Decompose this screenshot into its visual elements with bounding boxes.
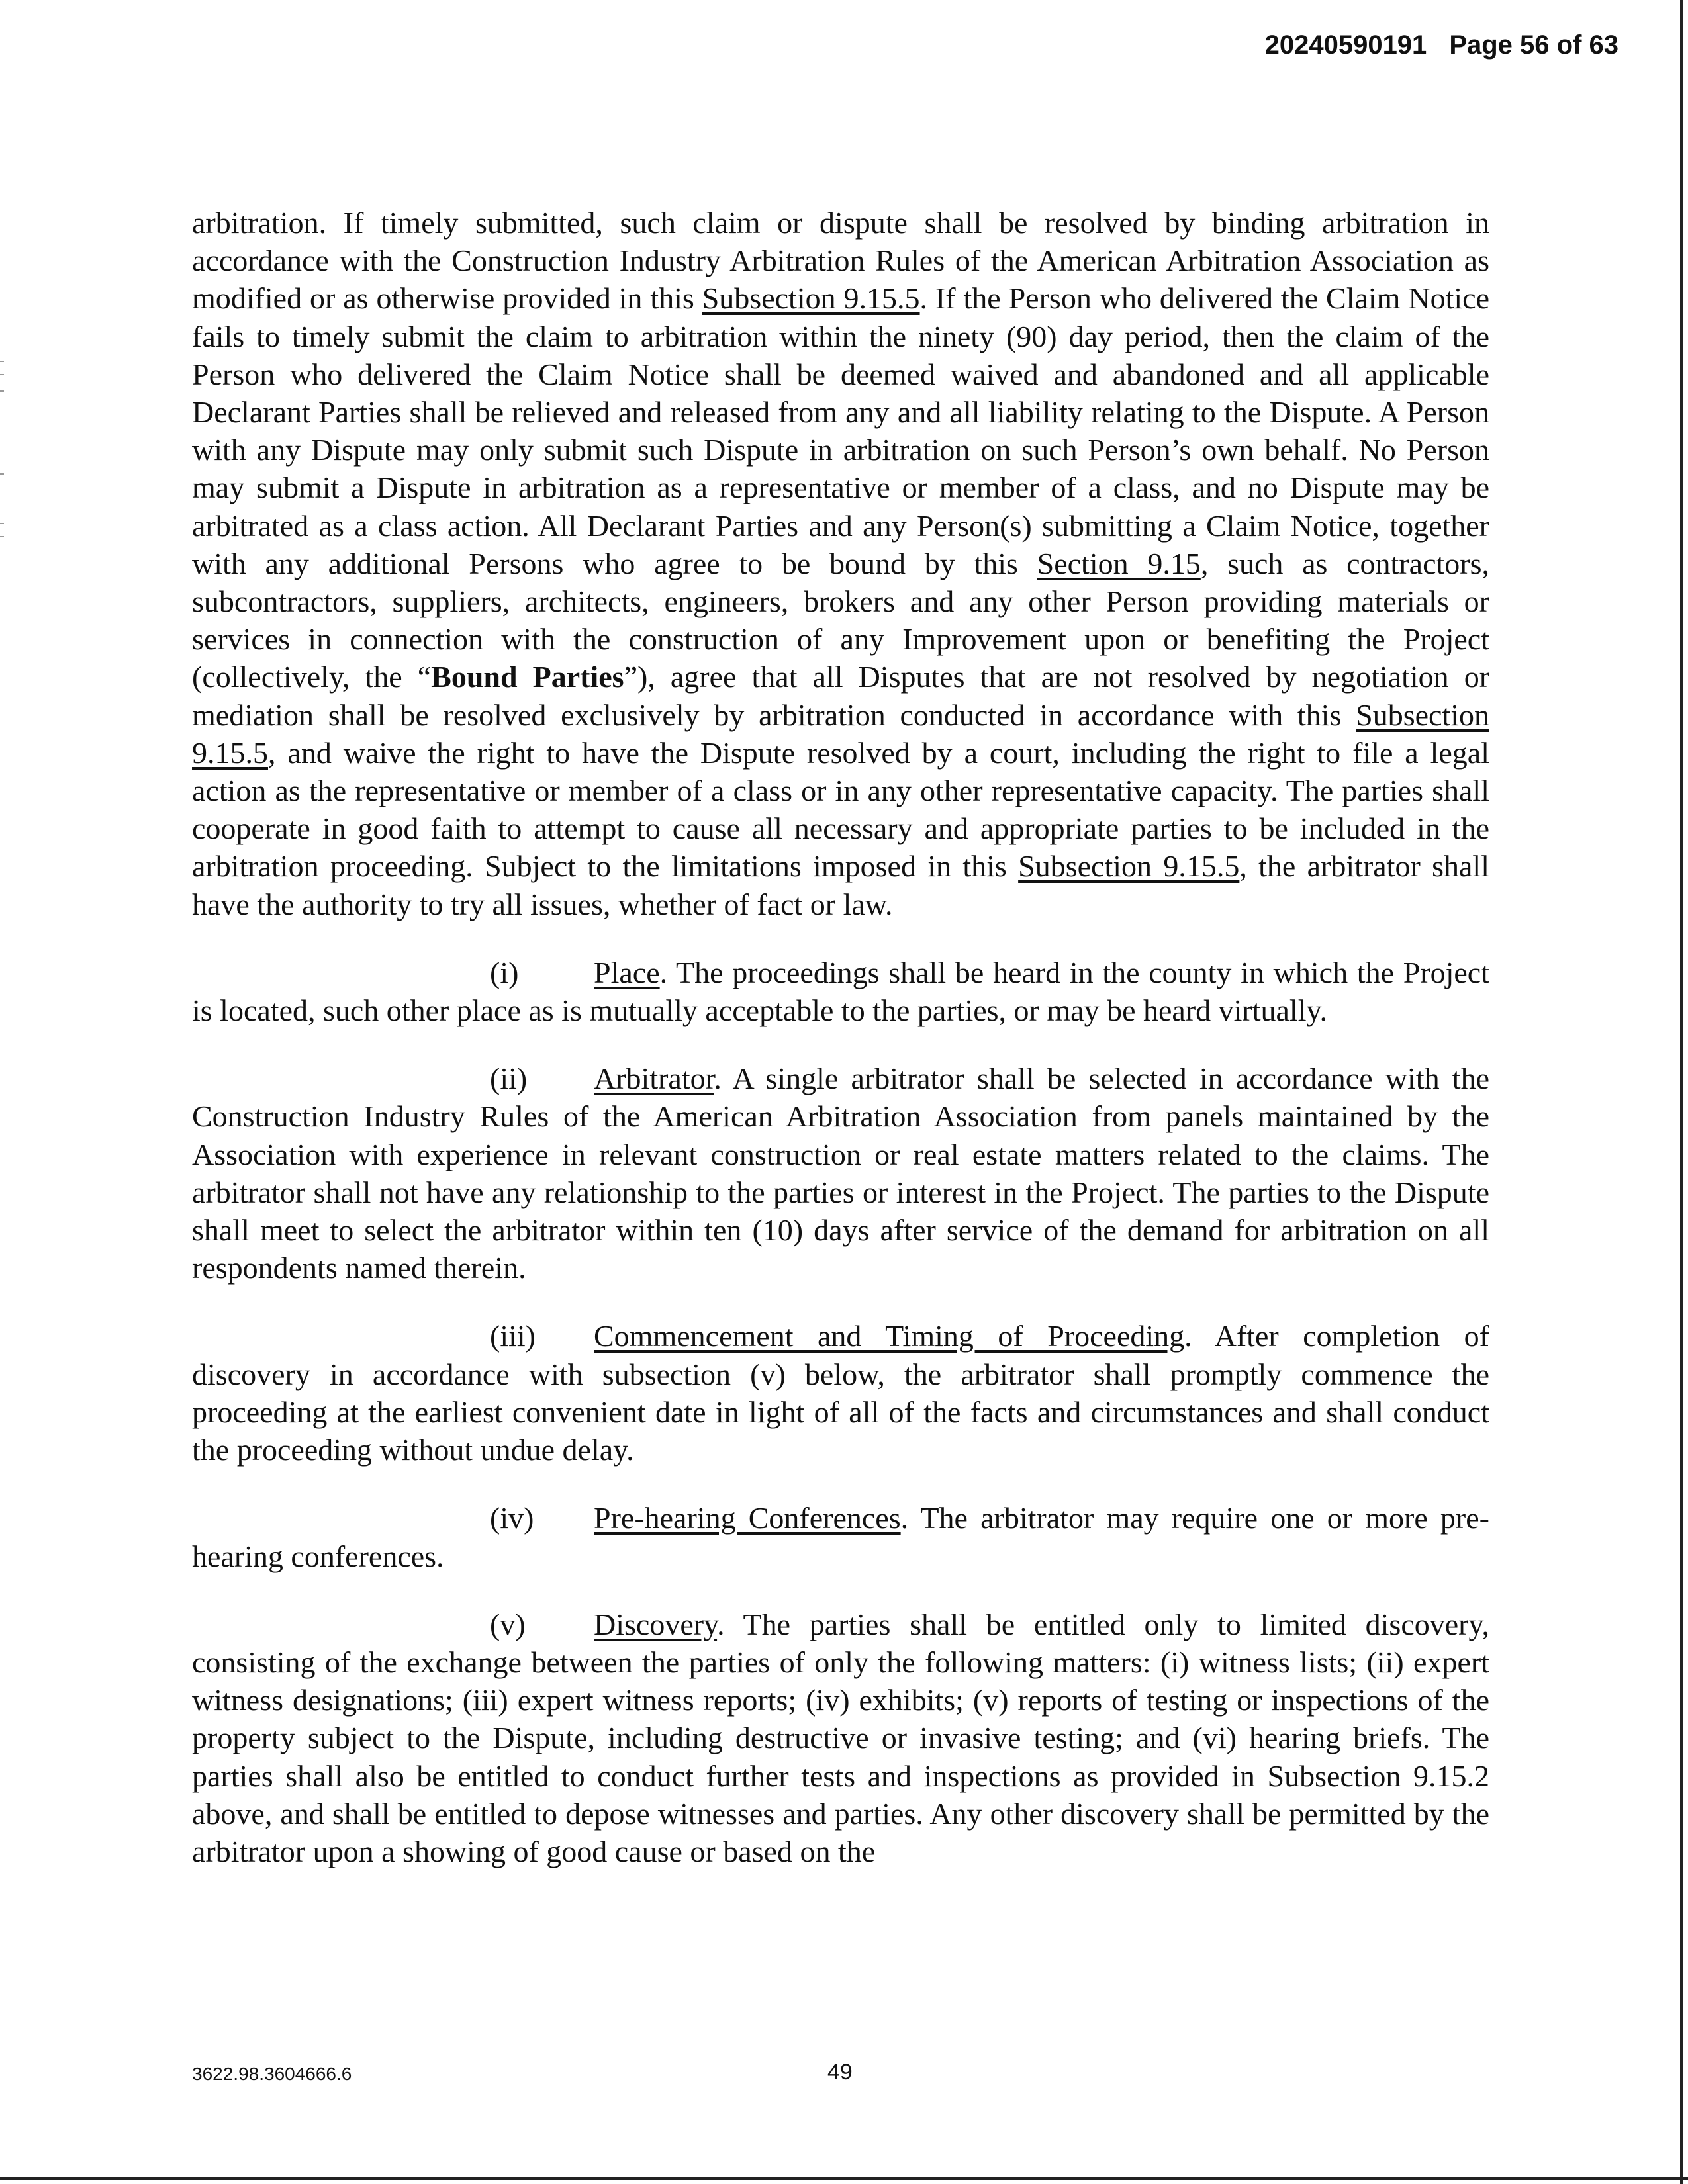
item-heading: Pre-hearing Conferences — [594, 1501, 901, 1535]
document-body — [192, 204, 1489, 1870]
scan-mark — [0, 473, 4, 475]
scan-border-bottom — [0, 2177, 1688, 2180]
page-counter: Page 56 of 63 — [1449, 30, 1618, 60]
subsection-reference: Subsection 9.15.5 — [1018, 849, 1240, 884]
scan-border-right — [1680, 0, 1683, 2184]
subsection-reference: Subsection 9.15.5 — [192, 698, 1489, 770]
subsection-reference: Subsection 9.15.5 — [702, 281, 920, 316]
item-place — [192, 954, 1489, 1029]
item-text: . After completion of discovery in accordance with subsection (v) below, the arbitrator shall promptly commence the proceeding at the earliest convenient date in light of all of the facts and circumstances and shall conduct the proceeding without undue delay. — [192, 1319, 1489, 1467]
item-text: . The arbitrator may require one or more pre-hearing conferences. — [192, 1501, 1489, 1573]
scan-mark — [0, 523, 4, 524]
item-pre-hearing — [192, 1499, 1489, 1574]
footer-document-id: 3622.98.3604666.6 — [192, 2064, 352, 2084]
footer-page-number: 49 — [827, 2060, 853, 2085]
paragraph-arbitration: arbitration. If timely submitted, such claim or dispute shall be resolved by binding arbitration in accordance with the Construction Industry Arbitration Rules of the American Arbitration Association as modified or as otherwise provided in this Subsection 9.15.5. If the Person who delivered the Claim Notice fails to timely submit the claim to arbitration within the ninety (90) day period, then the claim of the Person who delivered the Claim Notice shall be deemed waived and abandoned and all applicable Declarant Parties shall be relieved and released from any and all liability relating to the Dispute. A Person with any Dispute may only submit such Dispute in arbitration on such Person’s own behalf. No Person may submit a Dispute in arbitration as a representative or member of a class, and no Dispute may be arbitrated as a class action. All Declarant Parties and any Person(s) submitting a Claim Notice, together with any additional Persons who agree to be bound by this Section 9.15, such as contractors, subcontractors, suppliers, architects, engineers, brokers and any other Person providing materials or services in connection with the construction of any Improvement upon or benefiting the Project (collectively, the “Bound Parties”), agree that all Disputes that are not resolved by negotiation or mediation shall be resolved exclusively by arbitration conducted in accordance with this Subsection 9.15.5, and waive the right to have the Dispute resolved by a court, including the right to file a legal action as the representative or member of a class or in any other representative capacity. The parties shall cooperate in good faith to attempt to cause all necessary and appropriate parties to be included in the arbitration proceeding. Subject to the limitations imposed in this Subsection 9.15.5, the arbitrator shall have the authority to try all issues, whether of fact or law. — [192, 206, 1490, 921]
item-heading: Arbitrator — [594, 1062, 714, 1096]
scan-mark — [0, 361, 4, 362]
item-heading: Commencement and Timing of Proceeding — [594, 1319, 1185, 1353]
scan-mark — [0, 390, 4, 392]
item-number: (iv) — [490, 1501, 534, 1535]
item-number: (iii) — [490, 1319, 536, 1353]
item-text: . A single arbitrator shall be selected in accordance with the Construction Industry Rules of the American Arbitration Association from panels maintained by the Association with experience in relevant construction or real estate matters related to the claims. The arbitrator shall not have any relationship to the parties or interest in the Project. The parties to the Dispute shall meet to select the arbitrator within ten (10) days after service of the demand for arbitration on all respondents named therein. — [192, 1062, 1489, 1285]
section-reference: Section 9.15 — [1037, 546, 1201, 580]
item-arbitrator — [192, 1060, 1489, 1287]
item-commencement — [192, 1317, 1489, 1469]
scan-mark — [0, 374, 4, 375]
item-number: (i) — [490, 955, 519, 989]
item-discovery — [192, 1606, 1489, 1870]
item-text: . The parties shall be entitled only to limited discovery, consisting of the exchange between the parties of only the following matters: (i) witness lists; (ii) expert witness designations; (iii) expert witness reports; (iv) exhibits; (v) reports of testing or inspections of the property subject to the Dispute, including destructive or invasive testing; and (vi) hearing briefs. The parties shall also be entitled to conduct further tests and inspections as provided in Subsection 9.15.2 above, and shall be entitled to depose witnesses and parties. Any other discovery shall be permitted by the arbitrator upon a showing of good cause or based on the — [192, 1607, 1489, 1868]
document-number: 20240590191 — [1264, 30, 1427, 60]
item-text: . The proceedings shall be heard in the county in which the Project is located, such other place as is mutually acceptable to the parties, or may be heard virtually. — [192, 955, 1489, 1028]
item-number: (ii) — [490, 1062, 528, 1096]
item-number: (v) — [490, 1607, 526, 1641]
page-header — [1265, 30, 1618, 60]
item-heading: Discovery — [594, 1607, 718, 1641]
scan-mark — [0, 536, 4, 537]
item-heading: Place — [594, 955, 660, 989]
defined-term: Bound Parties — [431, 660, 624, 694]
